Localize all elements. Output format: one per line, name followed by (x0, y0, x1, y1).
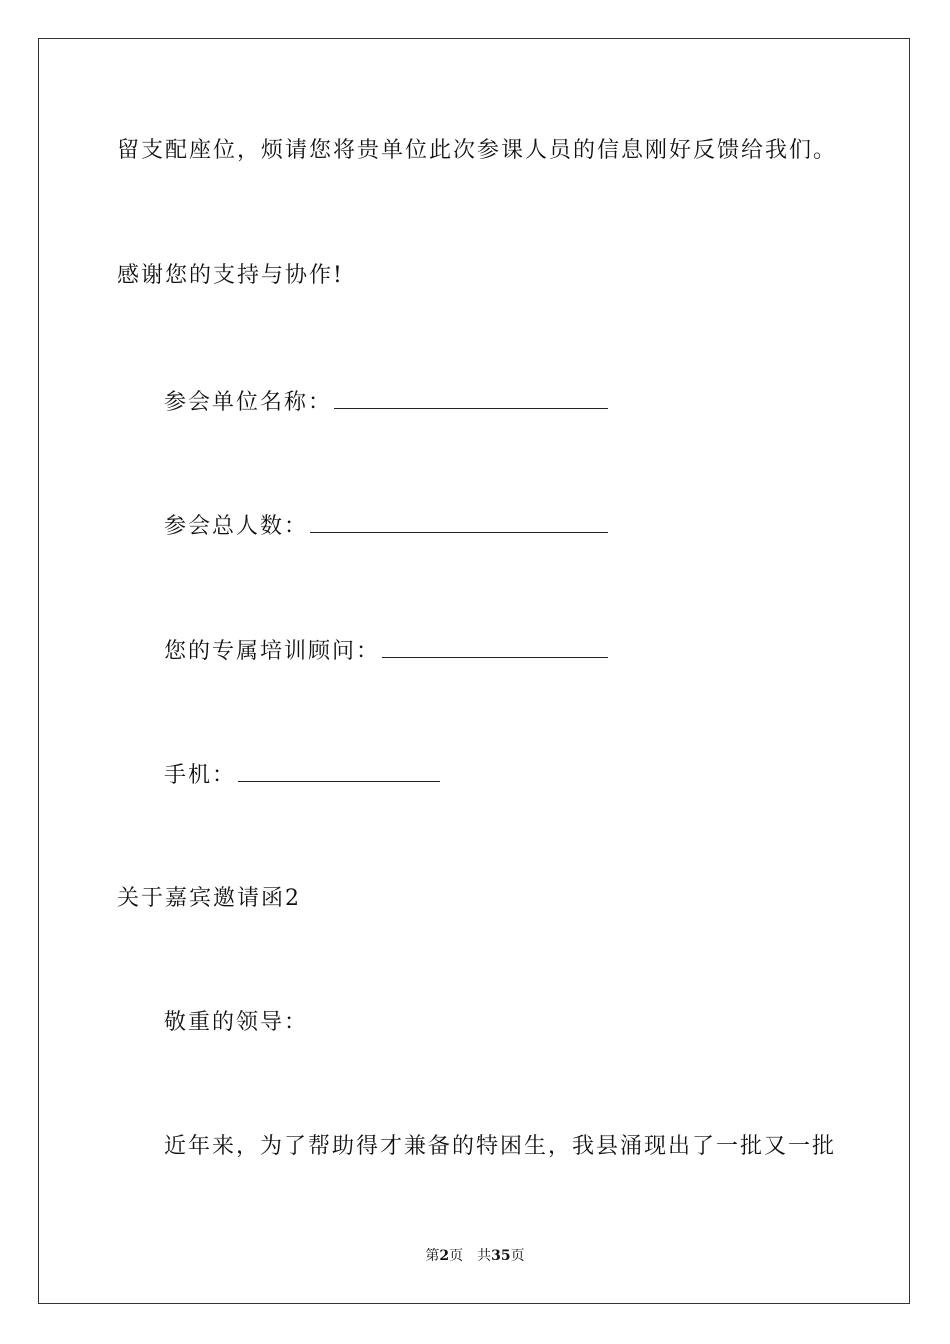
paragraph-line (117, 136, 837, 166)
body-text: 近年来，为了帮助得才兼备的特困生，我县涌现出了一批又一批 (164, 1134, 837, 1159)
footer-total-prefix: 共 (477, 1248, 492, 1264)
body-line (164, 1132, 836, 1162)
unit-name-label: 参会单位名称： (164, 390, 333, 415)
consultant-label: 您的专属培训顾问： (164, 639, 381, 664)
footer-page-suffix: 页 (449, 1248, 464, 1264)
footer-total-suffix: 页 (510, 1248, 525, 1264)
thanks-text: 感谢您的支持与协作! (117, 263, 344, 288)
phone-label: 手机： (164, 763, 237, 788)
consultant-blank[interactable] (382, 635, 608, 658)
footer-page-number: 2 (439, 1248, 450, 1264)
consultant-field (164, 635, 608, 667)
unit-name-field (164, 386, 608, 418)
attendee-count-field (164, 510, 608, 542)
attendee-count-label: 参会总人数： (164, 514, 309, 539)
salutation-line (164, 1008, 308, 1038)
section-heading (117, 884, 301, 914)
page-frame (38, 38, 910, 1304)
section-heading-text: 关于嘉宾邀请函2 (117, 886, 301, 911)
thanks-line (117, 261, 344, 291)
salutation-text: 敬重的领导： (164, 1010, 309, 1035)
attendee-count-blank[interactable] (310, 510, 608, 533)
footer-total-number: 35 (491, 1248, 511, 1264)
phone-field (164, 759, 440, 791)
paragraph-text: 留支配座位，烦请您将贵单位此次参课人员的信息刚好反馈给我们。 (117, 138, 838, 163)
unit-name-blank[interactable] (334, 386, 608, 409)
page-footer (0, 1246, 950, 1266)
phone-blank[interactable] (238, 759, 440, 782)
footer-page-prefix: 第 (425, 1248, 440, 1264)
